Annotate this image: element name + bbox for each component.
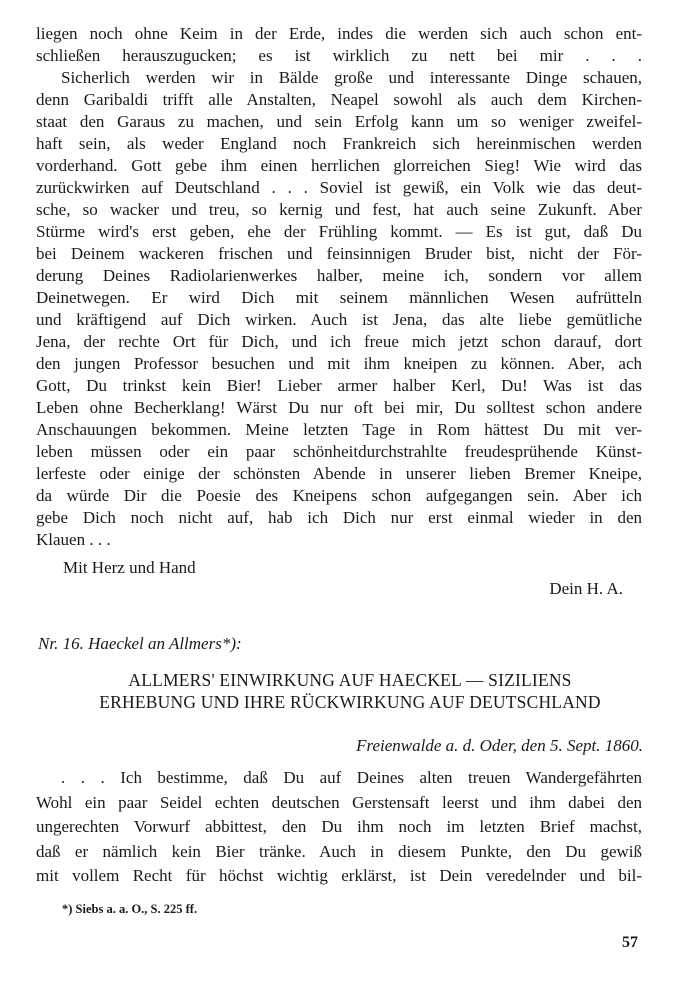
letter-title-line-1: ALLMERS' EINWIRKUNG AUF HAECKEL — SIZILIENS <box>128 670 572 690</box>
letter-number: Nr. 16. Haeckel an Allmers*): <box>38 634 242 653</box>
closing-line: Mit Herz und Hand <box>63 558 196 577</box>
footnote: *) Siebs a. a. O., S. 225 ff. <box>62 902 198 916</box>
text-line: sche, so wacker und treu, so kernig und fest, hat auch seine Zukunft. Aber <box>36 200 642 219</box>
text-line: derung Deines Radiolarienwerkes halber, meine ich, sondern vor allem <box>36 266 642 285</box>
text-line: vorderhand. Gott gebe ihm einen herrlichen glorreichen Sieg! Wie wird das <box>36 156 642 175</box>
signature: Dein H. A. <box>549 579 623 598</box>
text-line: zurückwirken auf Deutschland . . . Soviel ist gewiß, ein Volk wie das deut- <box>36 178 642 197</box>
text-line: Anschauungen bekommen. Meine letzten Tage in Rom hättest Du mit ver- <box>36 420 642 439</box>
text-line: ungerechten Vorwurf abbittest, den Du ihm noch im letzten Brief machst, <box>36 817 642 837</box>
text-line: Deinetwegen. Er wird Dich mit seinem männlichen Wesen aufrütteln <box>36 288 642 307</box>
text-line: gebe Dich noch nicht auf, hab ich Dich nur erst einmal wieder in den <box>36 508 642 527</box>
text-line: liegen noch ohne Keim in der Erde, indes die werden sich auch schon ent- <box>36 24 642 43</box>
page-number: 57 <box>622 934 638 951</box>
text-line: staat den Garaus zu machen, und sein Erfolg kann um so weniger zweifel- <box>36 112 642 131</box>
text-line: Wohl ein paar Seidel echten deutschen Gerstensaft leerst und ihm dabei den <box>36 792 642 812</box>
text-line: Gott, Du trinkst kein Bier! Lieber armer halber Kerl, Du! Was ist das <box>36 376 642 395</box>
text-line: haft sein, als weder England noch Frankreich sich hereinmischen werden <box>36 134 642 153</box>
text-line: Sicherlich werden wir in Bälde große und interessante Dinge schauen, <box>61 68 642 87</box>
text-line: und kräftigend auf Dich wirken. Auch ist Jena, das alte liebe gemütliche <box>36 310 642 329</box>
text-line: schließen herauszugucken; es ist wirklich zu nett bei mir . . . <box>36 46 642 65</box>
text-line: bei Deinem wackeren frischen und feinsinnigen Bruder bist, nicht der För- <box>36 244 642 263</box>
place-date: Freienwalde a. d. Oder, den 5. Sept. 1860. <box>356 736 643 755</box>
text-line: Klauen . . . <box>36 530 111 549</box>
text-line: mit vollem Recht für höchst wichtig erklärst, ist Dein veredelnder und bil- <box>36 866 642 886</box>
text-line: Jena, der rechte Ort für Dich, und ich freue mich jetzt schon darauf, dort <box>36 332 642 351</box>
text-line: denn Garibaldi trifft alle Anstalten, Neapel sowohl als auch dem Kirchen- <box>36 90 642 109</box>
text-line: da würde Dir die Poesie des Kneipens schon aufgegangen sein. Aber ich <box>36 486 642 505</box>
text-line: . . . Ich bestimme, daß Du auf Deines alten treuen Wandergefährten <box>61 768 642 787</box>
letter-title-line-2: ERHEBUNG UND IHRE RÜCKWIRKUNG AUF DEUTSCHLAND <box>99 692 601 712</box>
text-line: den jungen Professor besuchen und mit ihm kneipen zu können. Aber, ach <box>36 354 642 373</box>
text-line: Stürme wird's erst geben, ehe der Frühling kommt. — Es ist gut, daß Du <box>36 222 642 241</box>
text-line: lerfeste oder einige der schönsten Abende in unserer lieben Bremer Kneipe, <box>36 464 642 483</box>
text-line: Leben ohne Becherklang! Wärst Du nur oft bei mir, Du solltest schon andere <box>36 398 642 417</box>
text-line: leben müssen oder ein paar schönheitdurchstrahlte freudesprühende Künst- <box>36 442 642 461</box>
text-line: daß er nämlich kein Bier tränke. Auch in diesem Punkte, den Du gewiß <box>36 841 642 861</box>
